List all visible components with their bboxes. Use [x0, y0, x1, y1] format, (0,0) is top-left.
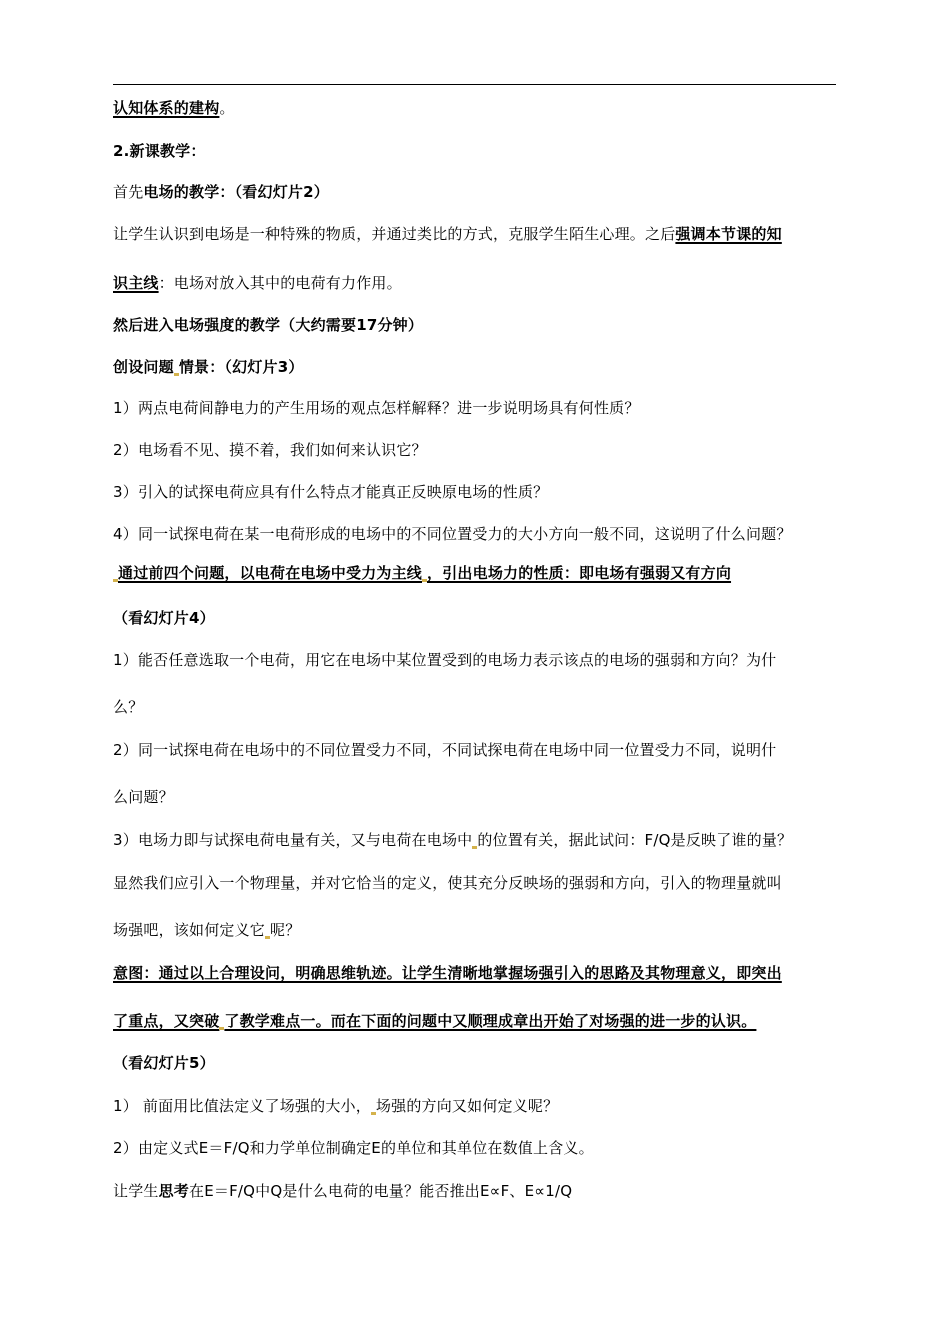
- text-line-25: [113, 1138, 853, 1158]
- text-line-13: [113, 608, 853, 628]
- text-span: 情景：（幻灯片3）: [178, 358, 304, 376]
- text-span: 在E＝F/Q中Q是什么电荷的电量？能否推出E∝F、E∝1/Q: [189, 1182, 573, 1200]
- text-line-6: [113, 315, 853, 335]
- section-heading: [113, 141, 853, 161]
- text-line-10: [113, 482, 853, 502]
- text-line-24: [113, 1096, 853, 1116]
- text-span: 思考: [158, 1182, 190, 1200]
- text-line-7: [113, 357, 853, 377]
- text-span: 1）能否任意选取一个电荷，用它在电场中某位置受到的电场力表示该点的电场的强弱和方向？为什: [113, 651, 777, 669]
- text-span: 1） 前面用比值法定义了场强的大小，: [113, 1097, 371, 1115]
- text-span: 么问题？: [113, 788, 174, 806]
- text-line-8: [113, 398, 853, 418]
- text-line-9: [113, 440, 853, 460]
- text-line-12: [113, 563, 853, 583]
- text-span: 么？: [113, 698, 144, 716]
- text-line-1: [113, 98, 853, 118]
- text-span: 创设问题: [113, 358, 174, 376]
- text-line-4: [113, 224, 853, 244]
- text-line-11: [113, 524, 853, 544]
- text-span: 强调本节课的知: [675, 225, 782, 243]
- text-span: 。: [219, 99, 235, 117]
- text-span: 显然我们应引入一个物理量，并对它恰当的定义，使其充分反映场的强弱和方向，引入的物理量就叫: [113, 874, 782, 892]
- text-line-21: [113, 963, 853, 983]
- text-span: 然后进入电场强度的教学（大约需要17分钟）: [113, 316, 424, 334]
- text-span: （看幻灯片5）: [113, 1054, 215, 1072]
- text-span: 首先: [113, 183, 144, 201]
- text-span: 让学生认识到电场是一种特殊的物质，并通过类比的方式，克服学生陌生心理。之后: [113, 225, 676, 243]
- text-line-16: [113, 740, 853, 760]
- text-span: 3）电场力即与试探电荷电量有关，又与电荷在电场中: [113, 831, 473, 849]
- text-span: 场强的方向又如何定义呢？: [375, 1097, 559, 1115]
- text-span: 通过前四个问题，以电荷在电场中受力为主线: [118, 564, 423, 582]
- text-span: 1）两点电荷间静电力的产生用场的观点怎样解释？进一步说明场具有何性质？: [113, 399, 640, 417]
- text-span: ：电场对放入其中的电荷有力作用。: [158, 274, 402, 292]
- text-span: 识主线: [113, 274, 159, 292]
- text-span: 了教学难点一。而在下面的问题中又顺理成章出开始了对场强的进一步的认识。: [224, 1012, 757, 1030]
- text-span: 了重点，又突破: [113, 1012, 220, 1030]
- text-line-19: [113, 873, 853, 893]
- text-span: （看幻灯片4）: [113, 609, 215, 627]
- text-span: 认知体系的建构: [113, 99, 220, 117]
- text-span: 让学生: [113, 1182, 159, 1200]
- text-span: 意图：通过以上合理设问，明确思维轨迹。让学生清晰地掌握场强引入的思路及其物理意义，即突出: [113, 964, 782, 982]
- text-line-23: [113, 1053, 853, 1073]
- text-span: 4）同一试探电荷在某一电荷形成的电场中的不同位置受力的大小方向一般不同，这说明了什么问题？: [113, 525, 792, 543]
- text-span: 场强吧，该如何定义它: [113, 921, 266, 939]
- text-line-20: [113, 920, 853, 940]
- text-line-22: [113, 1011, 853, 1031]
- text-line-15: [113, 697, 853, 717]
- text-span: ，引出电场力的性质：即电场有强弱又有方向: [427, 564, 732, 582]
- text-span: 2）同一试探电荷在电场中的不同位置受力不同，不同试探电荷在电场中同一位置受力不同，说明什: [113, 741, 777, 759]
- text-span: 3）引入的试探电荷应具有什么特点才能真正反映原电场的性质？: [113, 483, 549, 501]
- text-span: 2.新课教学：: [113, 142, 206, 160]
- text-line-14: [113, 650, 853, 670]
- text-span: 2）由定义式E＝F/Q和力学单位制确定E的单位和其单位在数值上含义。: [113, 1139, 594, 1157]
- text-span: 电场的教学：（看幻灯片2）: [143, 183, 329, 201]
- text-span: 2）电场看不见、摸不着，我们如何来认识它？: [113, 441, 427, 459]
- text-line-17: [113, 787, 853, 807]
- header-rule: [113, 84, 836, 85]
- text-span: 的位置有关，据此试问：F/Q是反映了谁的量？: [477, 831, 793, 849]
- text-line-26: [113, 1181, 853, 1201]
- text-line-3: [113, 182, 853, 202]
- text-line-5: [113, 273, 853, 293]
- text-line-18: [113, 830, 853, 850]
- text-span: 呢？: [270, 921, 301, 939]
